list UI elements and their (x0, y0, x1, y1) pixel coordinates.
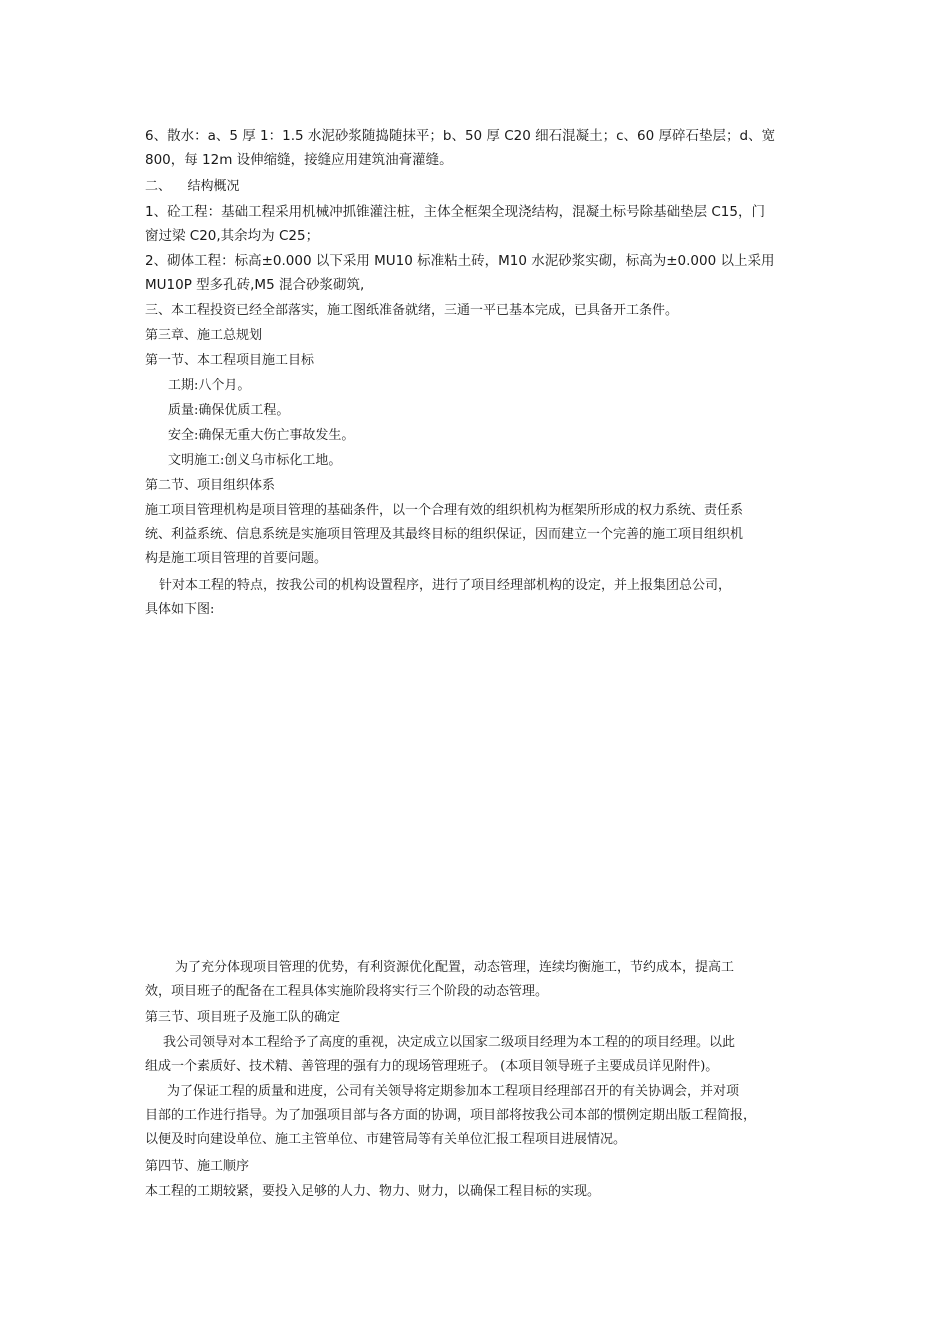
goal-quality: 质量:确保优质工程。 (168, 403, 290, 418)
paragraph-sanshui (145, 124, 815, 172)
goal-period: 工期:八个月。 (168, 378, 251, 393)
paragraph-setup (145, 574, 815, 622)
paragraph-dynamic-management (145, 956, 815, 1004)
goal-civilized-construction: 文明施工:创义乌市标化工地。 (168, 453, 342, 468)
paragraph-investment: 三、本工程投资已经全部落实，施工图纸准备就绪，三通一平已基本完成，已具备开工条件。 (145, 303, 679, 318)
text-line: 以便及时向建设单位、施工主管单位、市建管局等有关单位汇报工程项目进展情况。 (145, 1132, 627, 1147)
heading-section-3: 第三节、项目班子及施工队的确定 (145, 1010, 341, 1025)
text-line: 目部的工作进行指导。为了加强项目部与各方面的协调，项目部将按我公司本部的惯例定期出版工程简报， (145, 1108, 757, 1123)
text-line: 2、砌体工程：标高±0.000 以下采用 MU10 标准粘土砖，M10 水泥砂浆实砌，标高为±0.000 以上采用 (145, 253, 775, 269)
heading-section-4: 第四节、施工顺序 (145, 1159, 250, 1174)
text-line: 我公司领导对本工程给予了高度的重视，决定成立以国家二级项目经理为本工程的的项目经理。以此 (163, 1035, 736, 1050)
heading-section-1: 第一节、本工程项目施工目标 (145, 353, 315, 368)
text-line: 为了充分体现项目管理的优势，有利资源优化配置，动态管理，连续均衡施工，节约成本，提高工 (175, 960, 735, 975)
text-line: 具体如下图: (145, 602, 215, 617)
goal-safety: 安全:确保无重大伤亡事故发生。 (168, 428, 355, 443)
heading-section-2: 第二节、项目组织体系 (145, 478, 276, 493)
org-chart-placeholder (145, 630, 815, 950)
paragraph-masonry (145, 249, 815, 297)
text-line: 组成一个素质好、技术精、善管理的强有力的现场管理班子。 (本项目领导班子主要成员详见附件)。 (145, 1059, 719, 1074)
text-line: 构是施工项目管理的首要问题。 (145, 551, 328, 566)
text-line: 窗过梁 C20,其余均为 C25； (145, 228, 320, 244)
text-line: 6、散水：a、5 厚 1：1.5 水泥砂浆随捣随抹平；b、50 厚 C20 细石混凝土；c、60 厚碎石垫层；d、宽 (145, 128, 776, 144)
paragraph-organization (145, 499, 815, 571)
text-line: 针对本工程的特点，按我公司的机构设置程序，进行了项目经理部机构的设定，并上报集团总公司， (159, 578, 732, 593)
paragraph-leadership (145, 1031, 815, 1079)
heading-chapter-3: 第三章、施工总规划 (145, 328, 263, 343)
paragraph-construction-order: 本工程的工期较紧，要投入足够的人力、物力、财力，以确保工程目标的实现。 (145, 1184, 601, 1199)
text-line: 为了保证工程的质量和进度，公司有关领导将定期参加本工程项目经理部召开的有关协调会，并对项 (167, 1084, 740, 1099)
text-line: 效，项目班子的配备在工程具体实施阶段将实行三个阶段的动态管理。 (145, 984, 549, 999)
text-line: 统、利益系统、信息系统是实施项目管理及其最终目标的组织保证，因而建立一个完善的施工项目组织机 (145, 527, 744, 542)
text-line: MU10P 型多孔砖,M5 混合砂浆砌筑, (145, 277, 365, 293)
text-line: 800，每 12m 设伸缩缝，接缝应用建筑油膏灌缝。 (145, 152, 453, 168)
heading-structure-overview: 二、 结构概况 (145, 179, 240, 194)
paragraph-quality-progress (145, 1080, 815, 1152)
text-line: 1、砼工程：基础工程采用机械冲抓锥灌注桩，主体全框架全现浇结构，混凝土标号除基础垫层 C15，门 (145, 204, 765, 220)
text-line: 施工项目管理机构是项目管理的基础条件，以一个合理有效的组织机构为框架所形成的权力系统、责任系 (145, 503, 744, 518)
paragraph-concrete (145, 200, 815, 248)
